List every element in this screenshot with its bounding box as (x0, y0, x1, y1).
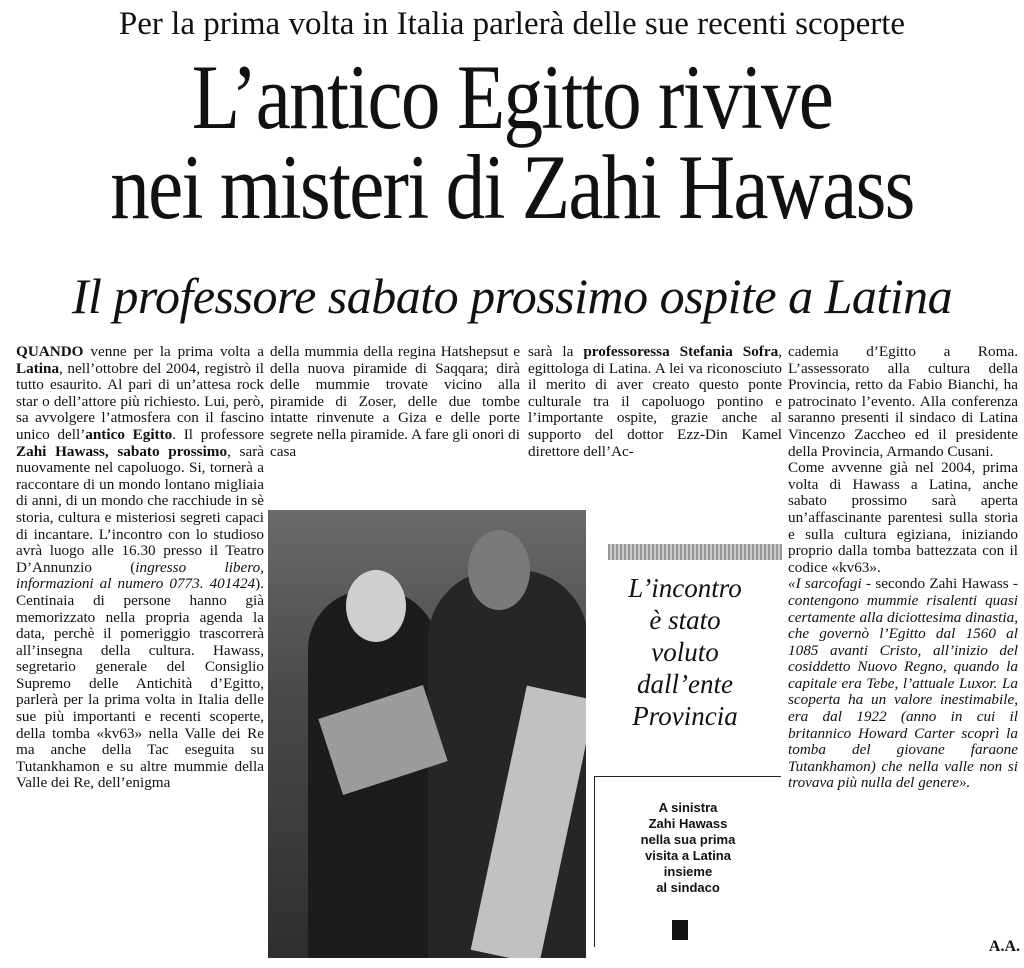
headline (72, 46, 953, 238)
text-run: , sarà nuovamente nel capoluogo. Si, tornerà a raccontare di un mondo lontano migliaia di anni, di un mondo che racchiude in sè storia, cultura e misteriosi segreti capaci di incantare. L’incontro con lo studioso avrà luogo alle 16.30 presso il Teatro D’Annunzio ( (16, 442, 264, 576)
text-run: sarà la (528, 344, 584, 360)
article-column-2 (270, 344, 520, 496)
italic-run: «I sarcofagi (788, 575, 862, 593)
news-photo (268, 510, 586, 958)
article-column-3 (528, 344, 782, 496)
paragraph: della mummia della regina Hatshepsut e della nuova piramide di Saqqara; dirà delle mummie trovate vicino alla piramide di Zoser, delle due tombe intatte rinvenute a Giza e delle porte segrete nella piramide. A fare gli onori di casa (270, 344, 520, 460)
lead-word: QUANDO (16, 344, 84, 360)
text-run: , nell’ottobre del 2004, registrò il tutto esaurito. Al pari di un’attesa rock star o dell’attore più richiesto. Lui, però, sa avvolgere l’atmosfera con il fascino unico dell’ (16, 359, 264, 443)
pullquote-line: voluto (651, 637, 719, 667)
text-run: ). Centinaia di persone hanno già memorizzato nella propria agenda la data, perchè il pomeriggio trascorrerà all’insegna della cultura. Hawass, segretario generale del Consiglio Supremo delle Antichità d’Egitto, parlerà per la prima volta in Italia delle sue più importanti e recenti scoperte, della tomba «kv63» nella Valle dei Re ma anche della Tac eseguita su Tutankhamon e su altre mummie della Valle dei Re, dell’enigma (16, 575, 264, 792)
paragraph: cademia d’Egitto a Roma. L’assessorato alla cultura della Provincia, retto da Fabio Bianchi, ha patrocinato l’evento. Alla conferenza saranno presenti il sindaco di Latina Vincenzo Zaccheo ed il presidente della Provincia, Armando Cusani. (788, 344, 1018, 460)
italic-run: ingresso libero, informazioni al numero 0773. 401424 (16, 558, 264, 593)
caption-line: Zahi Hawass (648, 816, 728, 831)
emphasis: antico Egitto (85, 425, 173, 443)
text-run: - secondo Zahi Hawass - (861, 575, 1018, 593)
italic-run: contengono mummie risalenti quasi certamente alla diciottesima dinastia, che governò l’Egitto dal 1560 al 1085 avanti Cristo, all’inizio del cosiddetto Nuovo Regno, quando la capitale era Tebe, l’attuale Luxor. La scoperta ha un valore inestimabile, era dal 1922 (anno in cui il britannico Howard Carter scoprì la tomba del giovane faraone Tutankhamon) che nella valle non si trovava più nulla del genere». (788, 591, 1018, 792)
emphasis: professoressa Stefania Sofra (583, 344, 779, 360)
emphasis: Latina (16, 359, 60, 377)
pullquote-line: Provincia (632, 701, 738, 731)
pullquote-line: dall’ente (637, 669, 733, 699)
photo-head-left (346, 570, 406, 642)
pullquote-line: è stato (649, 605, 721, 635)
photo-caption (596, 800, 780, 896)
pullquote-line: L’incontro (628, 573, 742, 603)
photo-head-right (468, 530, 530, 610)
article-column-1 (16, 344, 264, 960)
headline-line-2: nei misteri di Zahi Hawass (110, 136, 914, 238)
text-run: venne per la prima volta a (83, 344, 264, 360)
caption-line: nella sua prima (640, 832, 736, 847)
author-signature: A.A. (988, 938, 1020, 955)
caption-line: visita a Latina (645, 848, 731, 863)
caption-line: insieme (663, 864, 713, 879)
caption-marker (672, 920, 688, 940)
text-run: , egittologa di Latina. A lei va riconosciuto il merito di aver creato questo ponte culturale tra il capoluogo pontino e l’importante ospite, grazie anche al supporto del dottor Ezz-Din Kamel direttore dell’Ac- (528, 344, 782, 460)
subhead: Il professore sabato prossimo ospite a Latina (71, 268, 953, 324)
article-column-4 (788, 344, 1018, 948)
caption-line: al sindaco (656, 880, 720, 895)
kicker: Per la prima volta in Italia parlerà delle sue recenti scoperte (118, 6, 906, 42)
pullquote-rule (608, 544, 782, 560)
caption-line: A sinistra (658, 800, 718, 815)
paragraph: Come avvenne già nel 2004, prima volta di Hawass a Latina, anche sabato prossimo sarà aperta un’affascinante parentesi sulla storia e sulla cultura egiziana, iniziando proprio dalla tomba battezzata con il codice «kv63». (788, 459, 1018, 576)
emphasis: Zahi Hawass, sabato prossimo (16, 442, 228, 460)
headline-line-1: L’antico Egitto rivive (191, 46, 833, 148)
text-run: . Il professore (172, 425, 264, 443)
pullquote (600, 572, 770, 732)
